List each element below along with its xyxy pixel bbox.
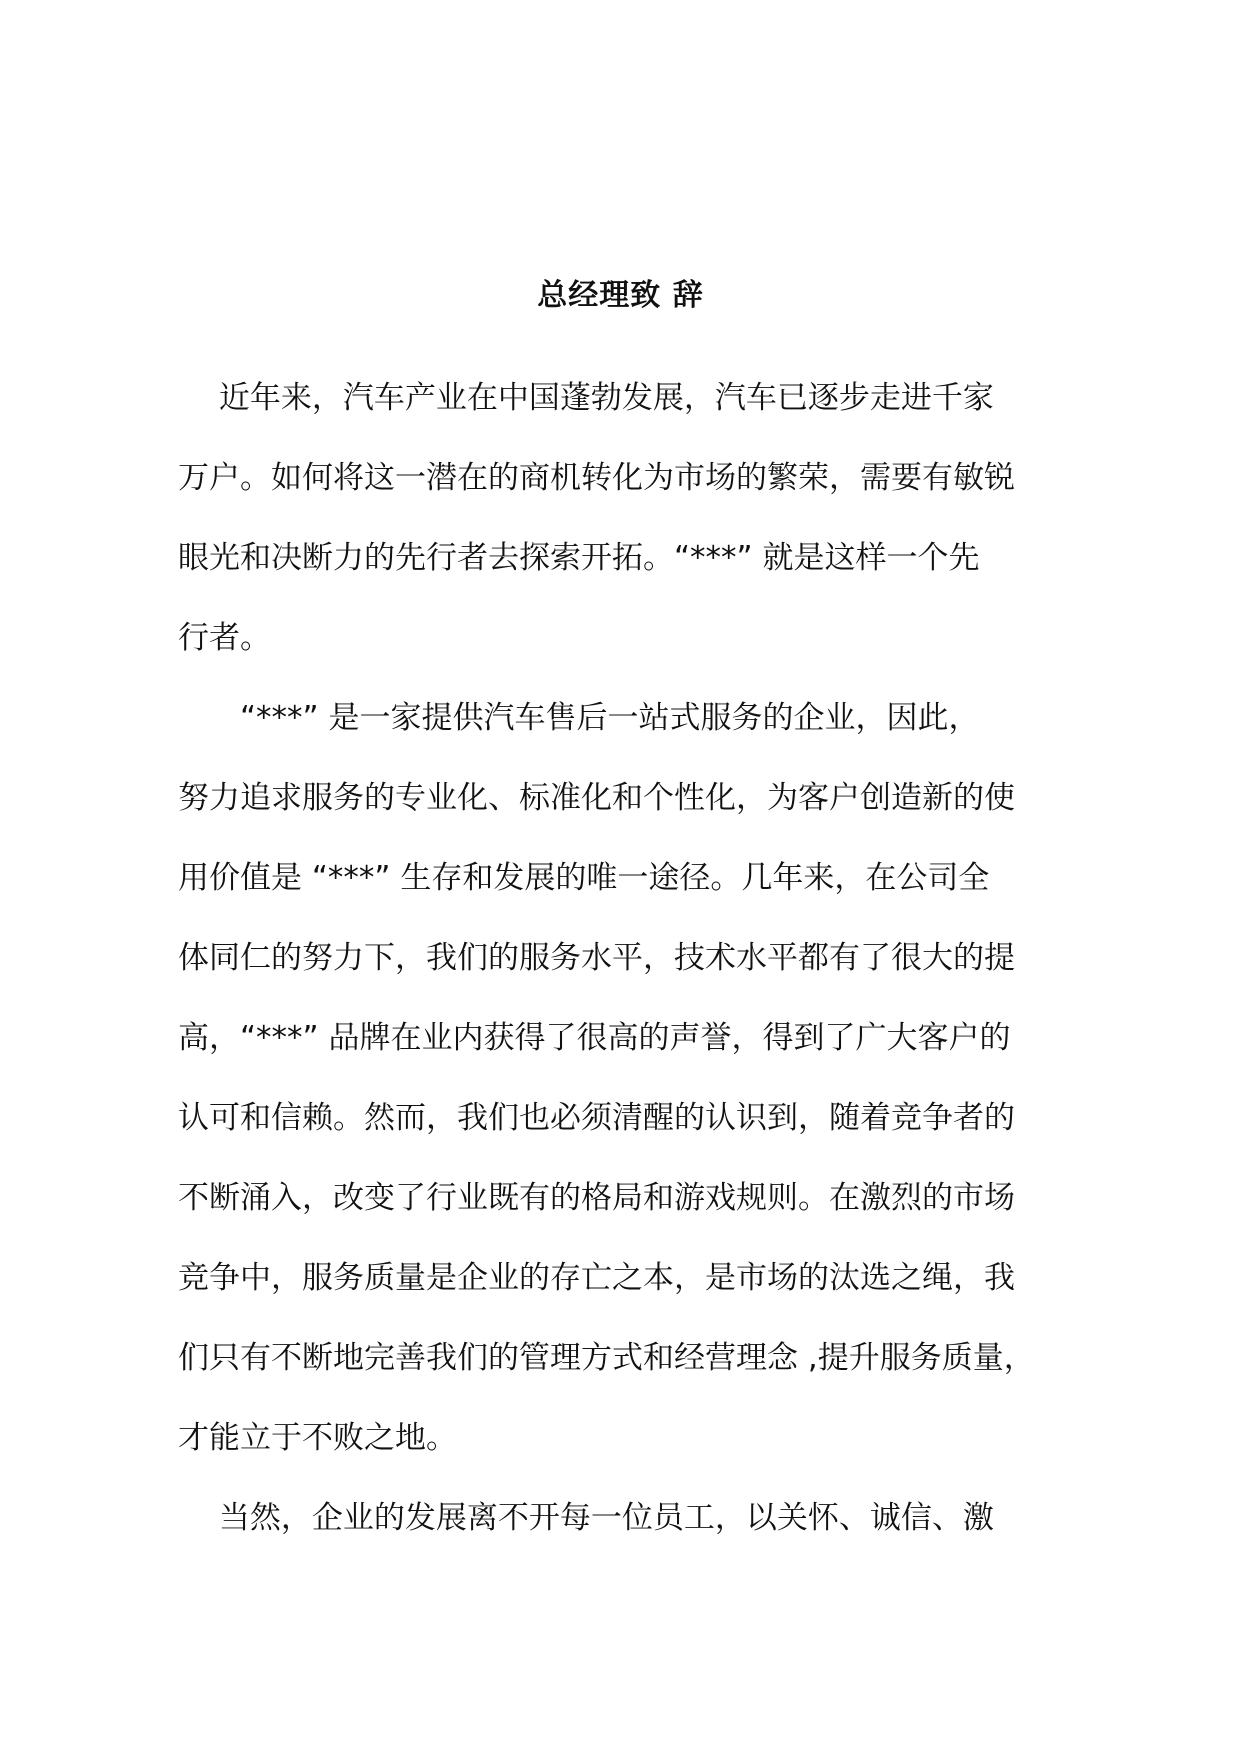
body-line: 行者。	[178, 620, 271, 656]
body-line: 高，“***” 品牌在业内获得了很高的声誉，得到了广大客户的	[178, 1020, 1011, 1056]
body-line: 当然，企业的发展离不开每一位员工，以关怀、诚信、激	[178, 1500, 994, 1536]
body-line: 用价值是 “***” 生存和发展的唯一途径。几年来，在公司全	[178, 860, 990, 896]
body-line: 才能立于不败之地。	[178, 1420, 457, 1456]
body-line: 竞争中，服务质量是企业的存亡之本，是市场的汰选之绳，我	[178, 1260, 1015, 1296]
body-line: 体同仁的努力下，我们的服务水平，技术水平都有了很大的提	[178, 940, 1015, 976]
body-line: 眼光和决断力的先行者去探索开拓。“***” 就是这样一个先	[178, 540, 980, 576]
body-line: 们只有不断地完善我们的管理方式和经营理念 ,提升服务质量，	[178, 1340, 1035, 1376]
body-line: 认可和信赖。然而，我们也必须清醒的认识到，随着竞争者的	[178, 1100, 1015, 1136]
body-line: 近年来，汽车产业在中国蓬勃发展，汽车已逐步走进千家	[178, 380, 994, 416]
document-title: 总经理致 辞	[537, 278, 704, 313]
body-line: 努力追求服务的专业化、标准化和个性化，为客户创造新的使	[178, 780, 1015, 816]
body-line: 万户。如何将这一潜在的商机转化为市场的繁荣，需要有敏锐	[178, 460, 1015, 496]
body-line: 不断涌入，改变了行业既有的格局和游戏规则。在激烈的市场	[178, 1180, 1015, 1216]
body-line: “***” 是一家提供汽车售后一站式服务的企业，因此，	[178, 700, 980, 736]
document-body	[178, 358, 1068, 1558]
